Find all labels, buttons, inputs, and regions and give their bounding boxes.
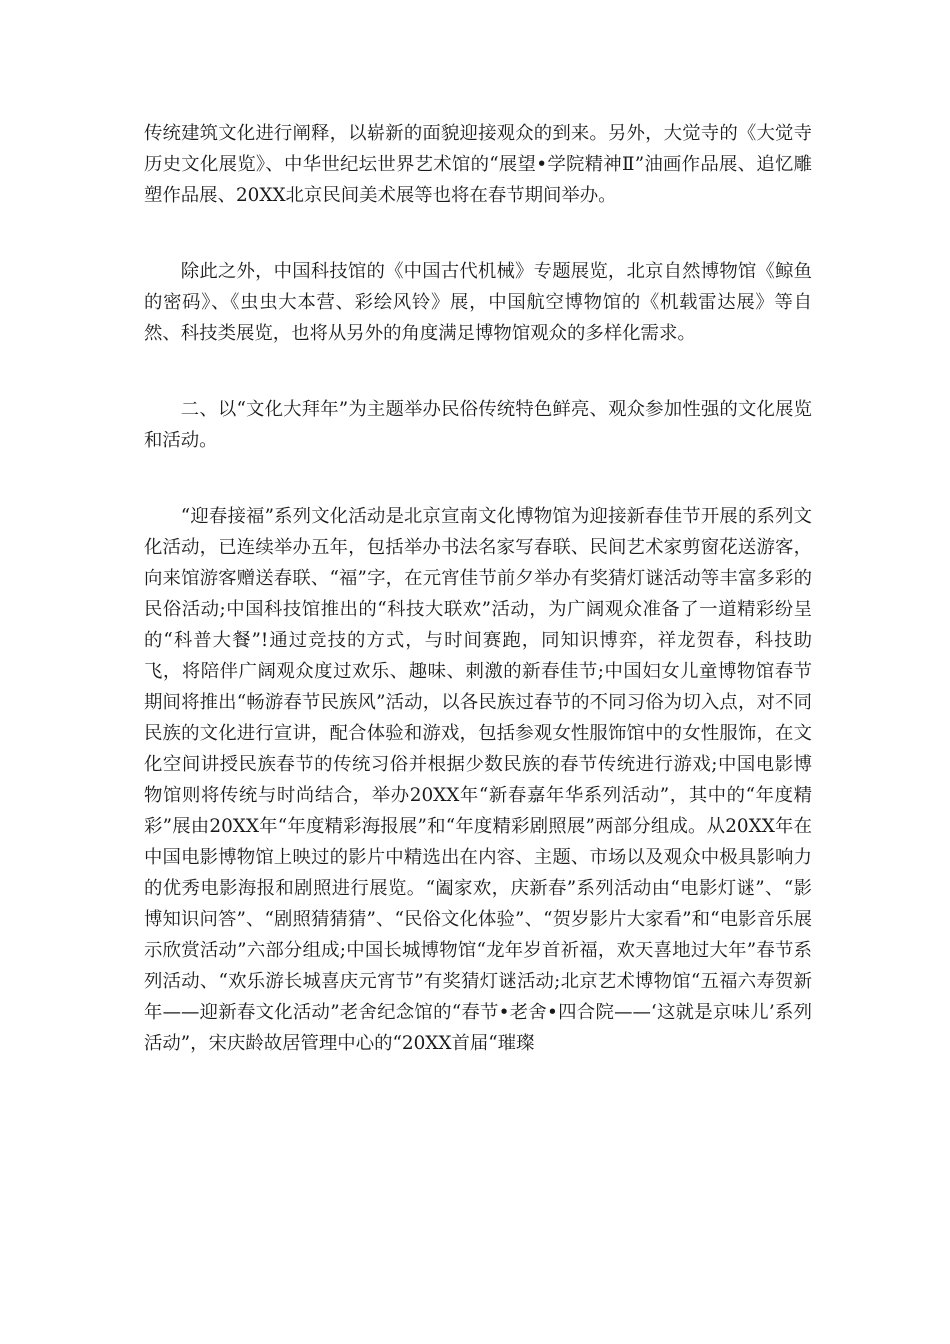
document-page [144,118,812,1059]
section-heading-paragraph: 二、以“文化大拜年”为主题举办民俗传统特色鲜亮、观众参加性强的文化展览和活动。 [144,399,812,451]
paragraph-gap [144,456,812,501]
paragraph-1: 传统建筑文化进行阐释，以崭新的面貌迎接观众的到来。另外，大觉寺的《大觉寺历史文化展览》、中华世纪坛世界艺术馆的“展望•学院精神Ⅱ”油画作品展、追忆雕塑作品展、20XX北京民间美术展等也将在春节期间举办。 [144,123,812,206]
paragraph-gap [144,211,812,256]
paragraph-4: “迎春接福”系列文化活动是北京宣南文化博物馆为迎接新春佳节开展的系列文化活动，已连续举办五年，包括举办书法名家写春联、民间艺术家剪窗花送游客，向来馆游客赠送春联、“福”字，在元宵佳节前夕举办有奖猜灯谜活动等丰富多彩的民俗活动;中国科技馆推出的“科技大联欢”活动，为广阔观众准备了一道精彩纷呈的“科普大餐”!通过竞技的方式，与时间赛跑，同知识博弈，祥龙贺春，科技助飞，将陪伴广阔观众度过欢乐、趣味、刺激的新春佳节;中国妇女儿童博物馆春节期间将推出“畅游春节民族风”活动，以各民族过春节的不同习俗为切入点，对不同民族的文化进行宣讲，配合体验和游戏，包括参观女性服饰馆中的女性服饰，在文化空间讲授民族春节的传统习俗并根据少数民族的春节传统进行游戏;中国电影博物馆则将传统与时尚结合，举办20XX年“新春嘉年华系列活动”，其中的“年度精彩”展由20XX年“年度精彩海报展”和“年度精彩剧照展”两部分组成。从20XX年在中国电影博物馆上映过的影片中精选出在内容、主题、市场以及观众中极具影响力的优秀电影海报和剧照进行展览。“阖家欢，庆新春”系列活动由“电影灯谜”、“影博知识问答”、“剧照猜猜猜”、“民俗文化体验”、“贺岁影片大家看”和“电影音乐展示欣赏活动”六部分组成;中国长城博物馆“龙年岁首祈福，欢天喜地过大年”春节系列活动、“欢乐游长城喜庆元宵节”有奖猜灯谜活动;北京艺术博物馆“五福六寿贺新年——迎新春文化活动”老舍纪念馆的“春节•老舍•四合院——‘这就是京味儿’系列活动”，宋庆龄故居管理中心的“20XX首届“璀璨 [144,506,812,1054]
paragraph-2: 除此之外，中国科技馆的《中国古代机械》专题展览，北京自然博物馆《鲸鱼的密码》、《虫虫大本营、彩绘风铃》展，中国航空博物馆的《机载雷达展》等自然、科技类展览，也将从另外的角度满足博物馆观众的多样化需求。 [144,261,812,344]
paragraph-gap [144,349,812,394]
